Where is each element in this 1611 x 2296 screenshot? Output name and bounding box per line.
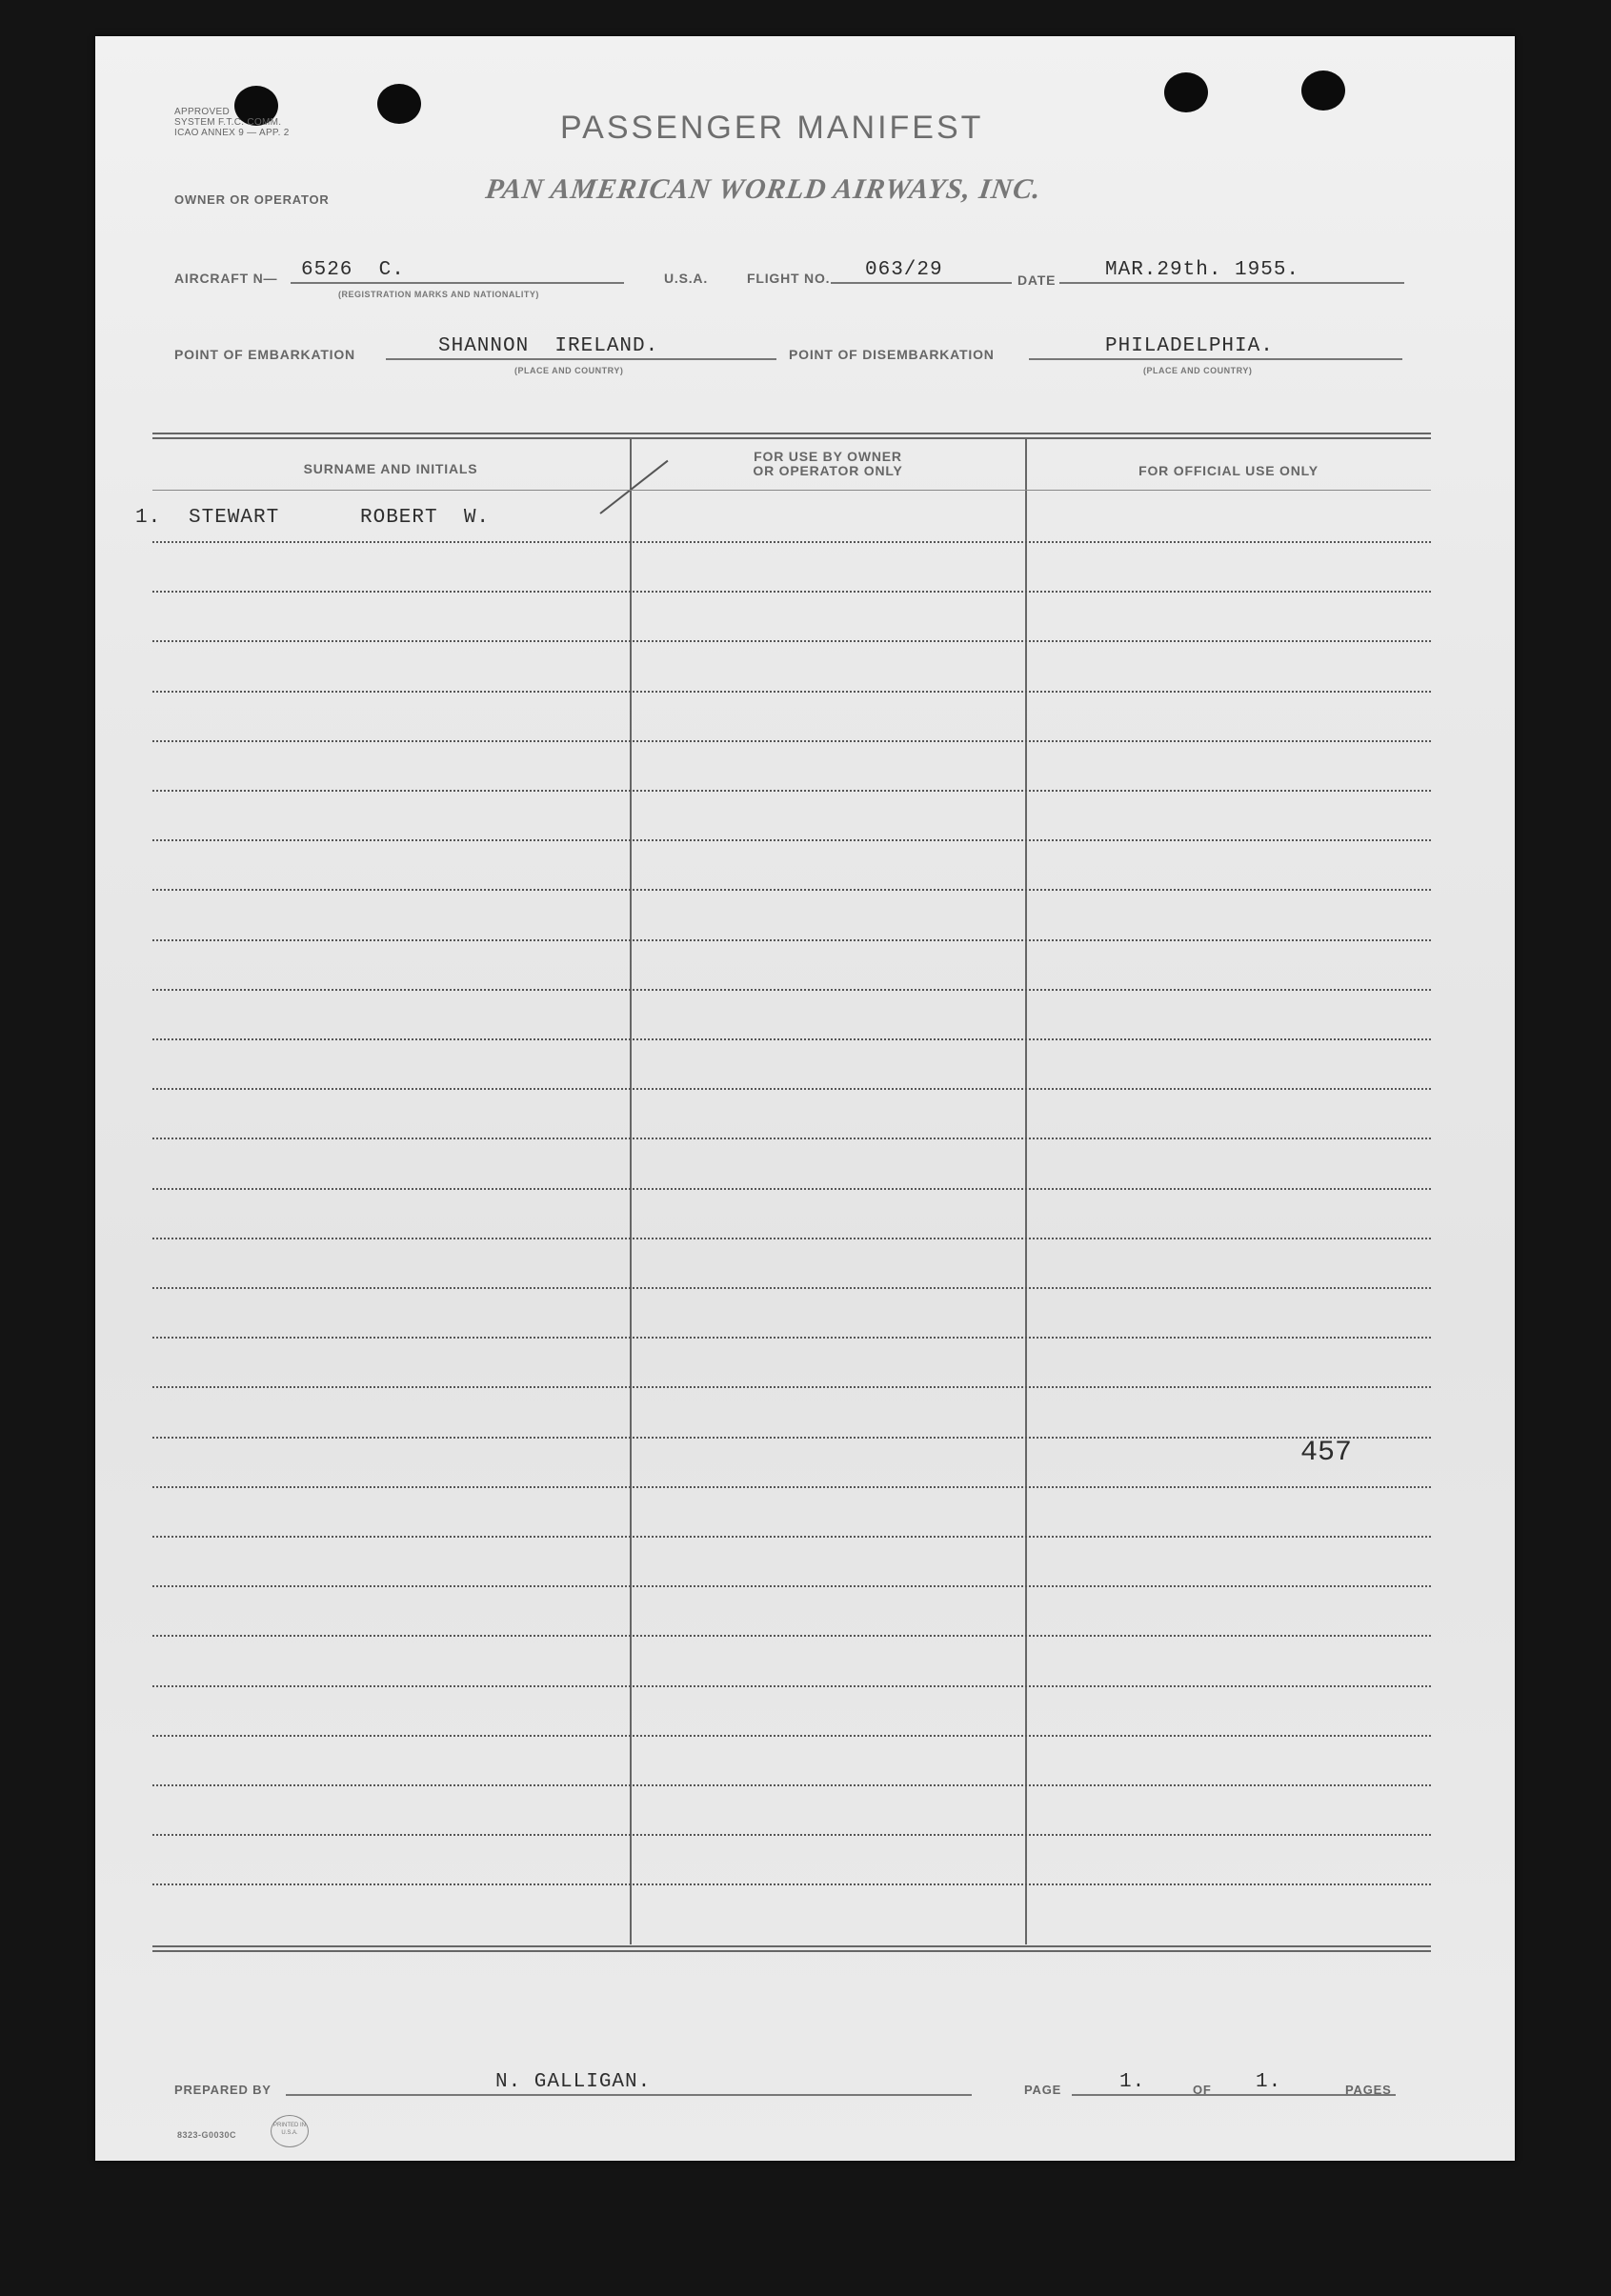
table-row-rule	[152, 839, 1431, 841]
punch-hole	[1301, 70, 1345, 111]
table-row-rule	[152, 541, 1431, 543]
table-row-rule	[152, 1735, 1431, 1737]
page-label: PAGE	[1024, 2083, 1062, 2097]
embarkation-label: POINT OF EMBARKATION	[174, 347, 355, 362]
punch-hole	[1164, 72, 1208, 112]
passenger-number: 1.	[135, 507, 162, 529]
embarkation-value: SHANNON IRELAND.	[438, 335, 659, 357]
table-row-rule	[152, 1685, 1431, 1687]
table-row-rule	[152, 1337, 1431, 1339]
table-row-rule	[152, 790, 1431, 792]
aircraft-line	[291, 282, 624, 284]
manifest-sheet	[95, 36, 1515, 2161]
approval-line: ICAO ANNEX 9 — APP. 2	[174, 128, 290, 138]
table-row-rule	[152, 740, 1431, 742]
table-bottom-rule-2	[152, 1950, 1431, 1952]
column-divider	[1025, 439, 1027, 1944]
aircraft-label: AIRCRAFT N—	[174, 271, 278, 286]
union-label-text: PRINTED IN U.S.A.	[272, 2123, 306, 2136]
usa-label: U.S.A.	[664, 271, 709, 286]
table-row-rule	[152, 1287, 1431, 1289]
flight-label: FLIGHT NO.	[747, 271, 831, 286]
table-row-rule	[152, 1386, 1431, 1388]
table-row-rule	[152, 889, 1431, 891]
header-rule	[152, 490, 1431, 491]
table-top-rule	[152, 433, 1431, 434]
header-owner-line: OR OPERATOR ONLY	[753, 463, 903, 478]
prepared-label: PREPARED BY	[174, 2083, 272, 2097]
table-row-rule	[152, 1188, 1431, 1190]
disembarkation-value: PHILADELPHIA.	[1105, 335, 1274, 357]
table-row-rule	[152, 1834, 1431, 1836]
table-bottom-rule	[152, 1945, 1431, 1947]
table-row-rule	[152, 1437, 1431, 1439]
official-note: 457	[1300, 1437, 1353, 1469]
table-row-rule	[152, 1138, 1431, 1139]
table-row-rule	[152, 1038, 1431, 1040]
table-row-rule	[152, 640, 1431, 642]
of-value: 1.	[1256, 2071, 1282, 2093]
table-row-rule	[152, 1635, 1431, 1637]
operator-name: PAN AMERICAN WORLD AIRWAYS, INC.	[483, 173, 1044, 205]
date-value: MAR.29th. 1955.	[1105, 259, 1300, 281]
union-label-mark	[271, 2115, 309, 2147]
header-surname: SURNAME AND INITIALS	[303, 461, 478, 476]
flight-line	[831, 282, 1012, 284]
passenger-surname: STEWART	[189, 507, 280, 529]
table-row-rule	[152, 1486, 1431, 1488]
page-value: 1.	[1119, 2071, 1146, 2093]
date-label: DATE	[1017, 272, 1057, 288]
disembarkation-line	[1029, 358, 1402, 360]
header-owner-line: FOR USE BY OWNER	[754, 449, 902, 464]
aircraft-sublabel: (REGISTRATION MARKS AND NATIONALITY)	[338, 290, 539, 299]
prepared-line	[286, 2094, 972, 2096]
approval-block	[174, 107, 365, 138]
aircraft-value: 6526 C.	[301, 259, 405, 281]
table-row-rule	[152, 1585, 1431, 1587]
approval-line: APPROVED	[174, 107, 230, 117]
flight-value: 063/29	[865, 259, 943, 281]
table-row-rule	[152, 1883, 1431, 1885]
disembarkation-sublabel: (PLACE AND COUNTRY)	[1143, 366, 1253, 375]
embarkation-sublabel: (PLACE AND COUNTRY)	[514, 366, 624, 375]
owner-label: OWNER OR OPERATOR	[174, 192, 330, 207]
passenger-given-name: ROBERT W.	[360, 507, 491, 529]
table-row-rule	[152, 939, 1431, 941]
punch-hole	[377, 84, 421, 124]
prepared-value: N. GALLIGAN.	[495, 2071, 652, 2093]
table-top-rule-2	[152, 437, 1431, 439]
of-label: OF	[1193, 2083, 1212, 2097]
column-divider	[630, 439, 632, 1944]
embarkation-line	[386, 358, 776, 360]
table-row-rule	[152, 1238, 1431, 1239]
table-row-rule	[152, 989, 1431, 991]
table-row-rule	[152, 691, 1431, 693]
pages-label: PAGES	[1345, 2083, 1392, 2097]
form-number: 8323-G0030C	[177, 2130, 237, 2140]
table-row-rule	[152, 1088, 1431, 1090]
table-row-rule	[152, 1784, 1431, 1786]
approval-line: SYSTEM F.T.C. COMM.	[174, 117, 282, 128]
date-line	[1059, 282, 1404, 284]
table-row-rule	[152, 1536, 1431, 1538]
header-official-use: FOR OFFICIAL USE ONLY	[1138, 463, 1319, 478]
header-owner-use	[631, 450, 1025, 478]
disembarkation-label: POINT OF DISEMBARKATION	[789, 347, 995, 362]
page-title: PASSENGER MANIFEST	[560, 110, 984, 146]
table-row-rule	[152, 591, 1431, 593]
